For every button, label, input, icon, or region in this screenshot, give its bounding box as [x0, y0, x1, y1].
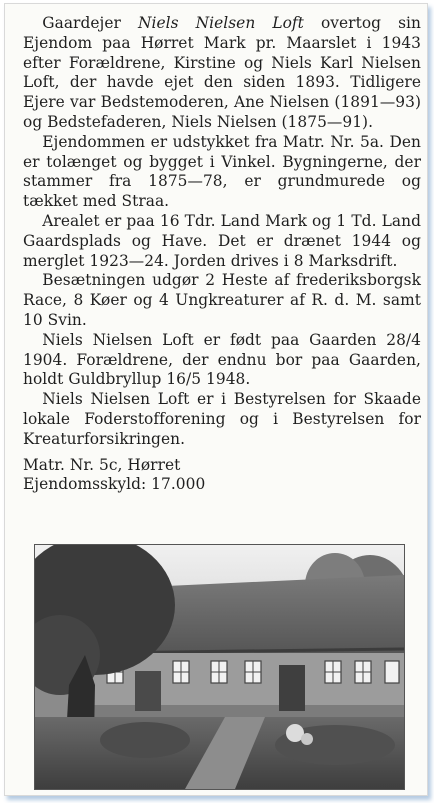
photo-door-right [279, 665, 305, 711]
owner-name: Niels Nielsen Loft [137, 14, 304, 32]
farmhouse-photo [34, 544, 405, 790]
paragraph-owner [23, 14, 421, 133]
photo-door-left [135, 671, 161, 711]
matrikel-number: Matr. Nr. 5c, Hørret [23, 455, 181, 474]
owner-history: overtog sin Ejendom paa Hørret Mark pr. Maarslet i 1943 efter Forældrene, Kirstine og Niels Karl Nielsen Loft, der havde ejet den siden 1893. Tidligere Ejere var Bedstemoderen, Ane Nielsen (1891—93) og Bedstefaderen, Niels Nielsen (1875—91). [23, 14, 421, 131]
paragraph-livestock: Besætningen udgør 2 Heste af frederiksborgsk Race, 8 Køer og 4 Ungkreaturer af R. d. M. samt 10 Svin. [23, 271, 421, 329]
document-page [4, 3, 428, 796]
paragraph-buildings: Ejendommen er udstykket fra Matr. Nr. 5a. Den er tolænget og bygget i Vinkel. Bygningerne, der stammer fra 1875—78, er grundmurede og tækket med Straa. [23, 132, 421, 211]
farmhouse-illustration [35, 545, 404, 789]
photo-wall-base [75, 705, 404, 717]
paragraph-birth: Niels Nielsen Loft er født paa Gaarden 28/4 1904. Forældrene, der endnu bor paa Gaarden, holdt Guldbryllup 16/5 1948. [23, 330, 421, 389]
photo-flower-bush-2 [301, 733, 313, 745]
owner-title: Gaardejer [42, 14, 121, 32]
property-tax-value: Ejendomsskyld: 17.000 [23, 475, 206, 494]
paragraph-board: Niels Nielsen Loft er i Bestyrelsen for Skaade lokale Foderstofforening og i Bestyrelsen for Kreaturforsikringen. [23, 390, 421, 448]
photo-shrub-1 [100, 722, 190, 758]
property-details [23, 456, 421, 496]
article-text [23, 14, 421, 495]
paragraph-land: Arealet er paa 16 Tdr. Land Mark og 1 Td. Land Gaardsplads og Have. Det er drænet 1944 og merglet 1923—24. Jorden drives i 8 Marksdrift. [23, 211, 421, 270]
